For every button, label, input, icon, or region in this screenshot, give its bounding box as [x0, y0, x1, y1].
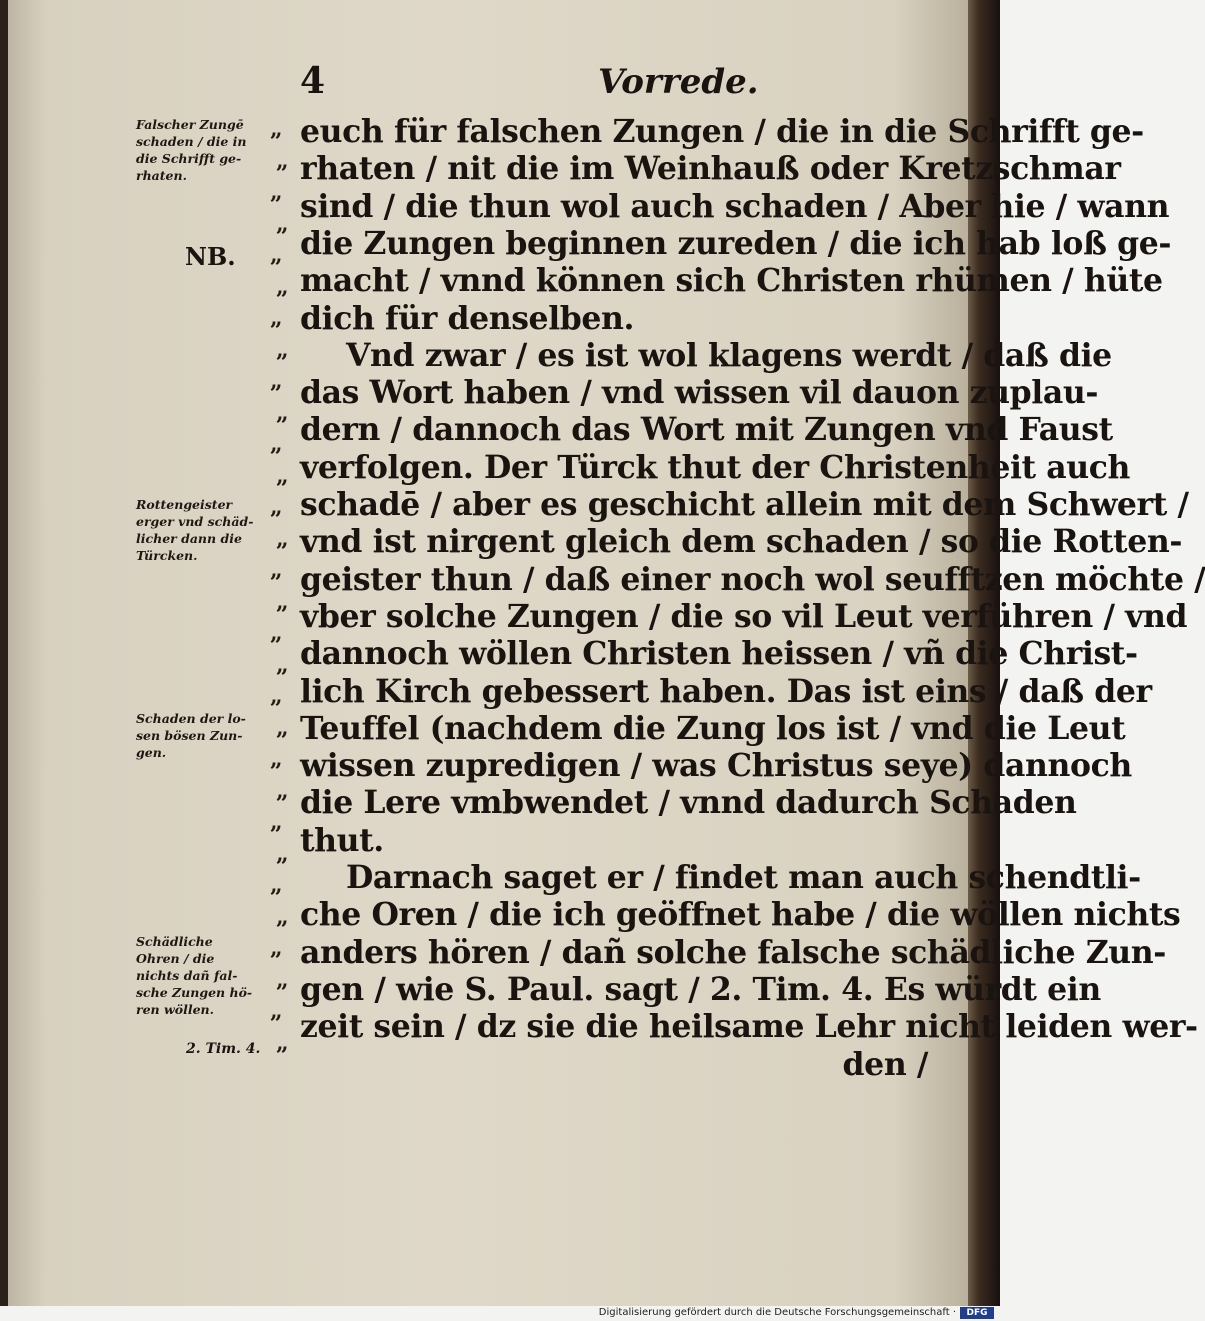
quote-mark: „	[276, 966, 289, 993]
margin-note-rottengeister	[136, 496, 276, 564]
body-line: zeit sein / dz sie die heilsame Lehr nicht leiden wer-	[300, 1008, 1198, 1046]
body-line: macht / vnnd können sich Christen rhümen / hüte	[300, 262, 1163, 300]
margin-note-line: erger vnd schäd-	[136, 514, 254, 529]
body-line: sind / die thun wol auch schaden / Aber hie / wann	[300, 187, 1170, 225]
quote-mark: „	[270, 809, 283, 835]
quote-mark: „	[276, 840, 289, 867]
quote-mark: „	[270, 494, 283, 520]
quote-mark: „	[276, 399, 289, 426]
margin-note-line: sen bösen Zun-	[136, 728, 243, 743]
nota-bene-mark: NB.	[185, 242, 236, 271]
body-line: das Wort haben / vnd wissen vil dauon zuplau-	[300, 374, 1099, 412]
body-line: die Zungen beginnen zureden / die ich hab loß ge-	[300, 224, 1172, 262]
margin-note-line: ren wöllen.	[136, 1002, 214, 1017]
quote-mark: „	[270, 872, 283, 898]
body-line: che Oren / die ich geöffnet habe / die wöllen nichts	[300, 896, 1181, 934]
margin-note-loose-tongues	[136, 710, 276, 761]
page-number: 4	[300, 60, 326, 102]
quote-mark: „	[270, 179, 283, 205]
quote-mark: „	[276, 588, 289, 615]
margin-note-line: Rottengeister	[136, 497, 233, 512]
quote-mark: „	[276, 1029, 289, 1056]
quote-mark: „	[270, 368, 283, 394]
margin-note-line: sche Zungen hö-	[136, 985, 253, 1000]
margin-note-line: schaden / die in	[136, 134, 247, 149]
quote-mark: „	[270, 935, 283, 961]
margin-note-line: Schaden der lo-	[136, 711, 246, 726]
body-line: dannoch wöllen Christen heissen / vñ die Christ-	[300, 635, 1138, 673]
running-title: Vorrede.	[598, 62, 759, 102]
quote-mark: „	[276, 147, 289, 174]
margin-note-harmful-ears	[136, 933, 276, 1018]
quote-mark: „	[276, 210, 289, 237]
quote-mark: „	[270, 557, 283, 583]
body-line: vnd ist nirgent gleich dem schaden / so die Rotten-	[300, 523, 1183, 561]
quote-mark: „	[270, 683, 283, 709]
margin-note-false-tongues	[136, 116, 276, 184]
margin-note-line: Schädliche	[136, 934, 213, 949]
body-line: gen / wie S. Paul. sagt / 2. Tim. 4. Es würdt ein	[300, 970, 1101, 1008]
body-line: schadē / aber es geschicht allein mit dem Schwert /	[300, 486, 1189, 523]
quote-mark: „	[276, 273, 289, 300]
margin-note-line: Türcken.	[136, 548, 198, 563]
body-line: Vnd zwar / es ist wol klagens werdt / daß die	[346, 336, 1112, 374]
quote-mark: „	[270, 998, 283, 1024]
body-line: dich für denselben.	[300, 299, 635, 337]
margin-note-tim-reference: 2. Tim. 4.	[186, 1041, 261, 1057]
margin-note-line: Falscher Zungē	[136, 117, 244, 132]
body-line: geister thun / daß einer noch wol seufftzen möchte /	[300, 560, 1205, 598]
margin-note-line: gen.	[136, 745, 167, 760]
quote-mark: „	[270, 746, 283, 772]
body-line: euch für falschen Zungen / die in die Schrifft ge-	[300, 113, 1144, 150]
body-line: dern / dannoch das Wort mit Zungen vnd Faust	[300, 411, 1113, 449]
dfg-logo: DFG	[960, 1307, 994, 1319]
quote-mark: „	[276, 336, 289, 363]
quote-mark: „	[276, 525, 289, 552]
quote-mark: „	[276, 777, 289, 804]
quote-mark: „	[270, 242, 283, 268]
quote-mark: „	[276, 714, 289, 741]
quote-mark: „	[270, 431, 283, 457]
margin-note-line: rhaten.	[136, 168, 187, 183]
quote-mark: „	[270, 116, 283, 142]
body-line: lich Kirch gebessert haben. Das ist eins / daß der	[300, 672, 1152, 710]
margin-note-line: die Schrifft ge-	[136, 151, 242, 166]
body-line: rhaten / nit die im Weinhauß oder Kretzschmar	[300, 150, 1121, 188]
margin-note-line: Ohren / die	[136, 951, 215, 966]
body-line: thut.	[300, 821, 384, 859]
body-line: verfolgen. Der Türck thut der Christenheit auch	[300, 448, 1131, 486]
body-line: den /	[842, 1045, 928, 1083]
body-line: wissen zupredigen / was Christus seye) dannoch	[300, 747, 1132, 785]
quote-mark: „	[276, 462, 289, 489]
quote-mark: „	[270, 305, 283, 331]
margin-note-line: licher dann die	[136, 531, 242, 546]
quote-mark: „	[276, 903, 289, 930]
quote-mark: „	[270, 620, 283, 646]
footer-credit: Digitalisierung gefördert durch die Deutsche Forschungsgemeinschaft ·	[598, 1307, 956, 1318]
body-line: Darnach saget er / findet man auch schendtli-	[346, 859, 1141, 896]
body-line: vber solche Zungen / die so vil Leut verführen / vnd	[300, 597, 1188, 635]
body-line: Teuffel (nachdem die Zung los ist / vnd die Leut	[300, 709, 1126, 747]
body-line: anders hören / dañ solche falsche schädliche Zun-	[300, 933, 1166, 971]
margin-note-line: nichts dañ fal-	[136, 968, 238, 983]
body-line: die Lere vmbwendet / vnnd dadurch Schaden	[300, 784, 1077, 822]
quote-mark: „	[276, 651, 289, 678]
